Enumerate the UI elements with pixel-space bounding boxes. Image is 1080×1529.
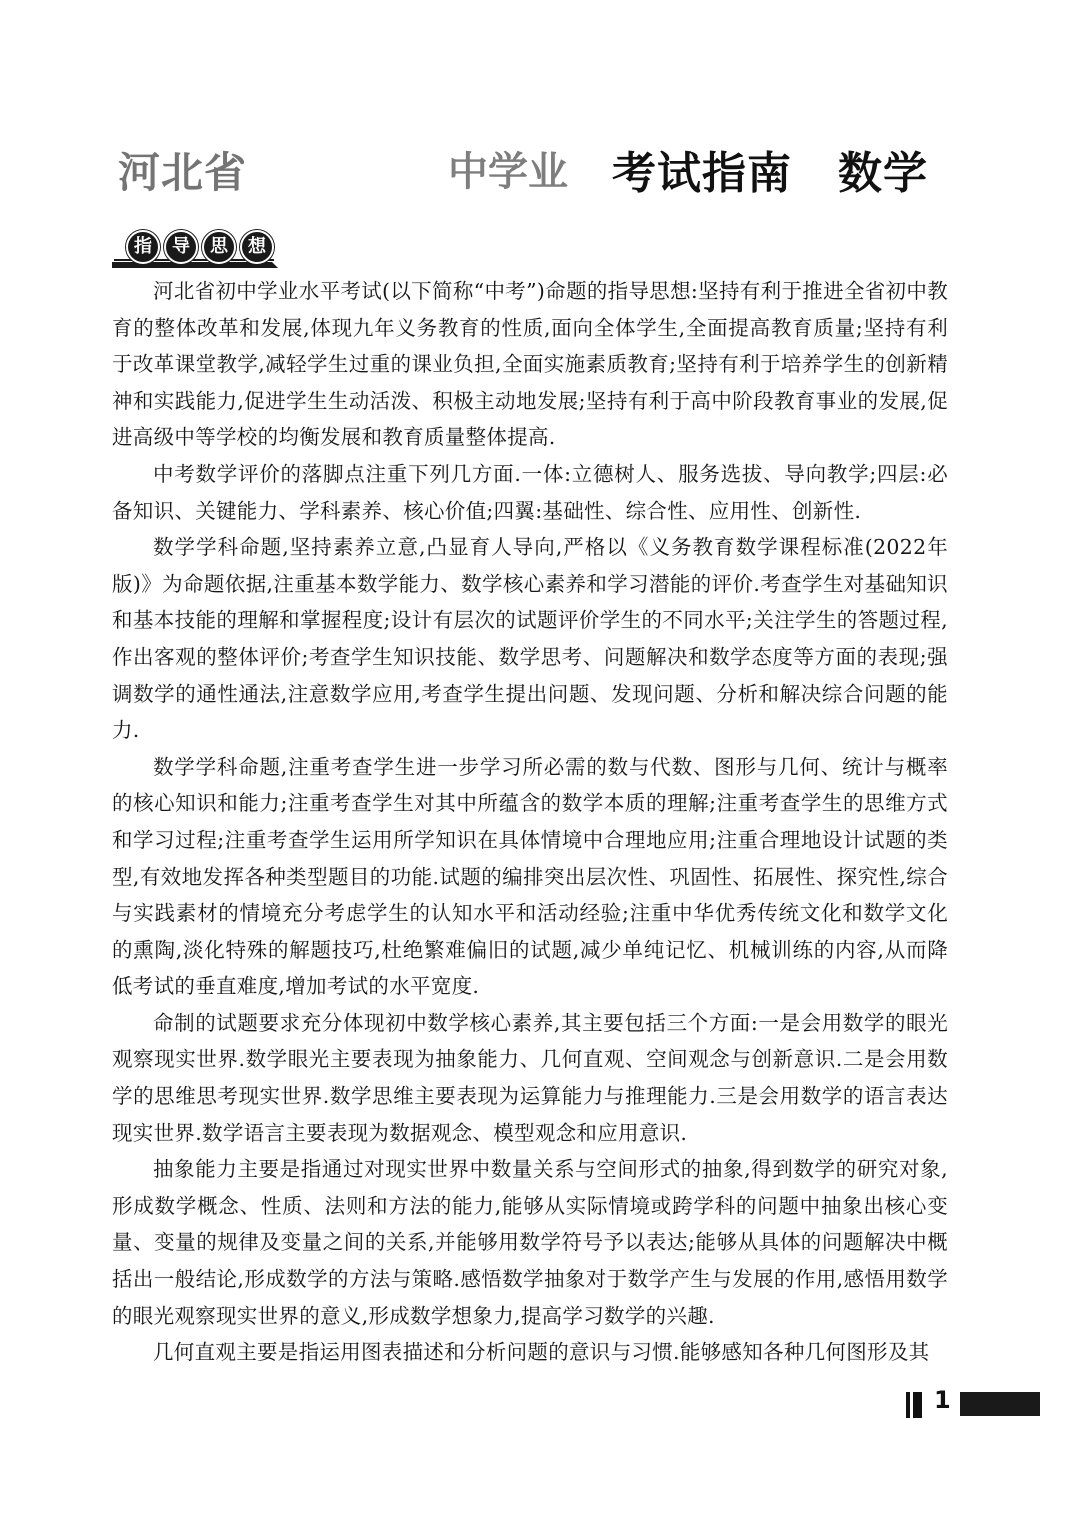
section-tag-char: 导 — [164, 230, 198, 264]
header-mid-text: 中学业 — [448, 149, 568, 195]
section-tag-char: 想 — [240, 230, 274, 264]
section-tag-char: 思 — [202, 230, 236, 264]
section-tag-chars — [126, 230, 274, 264]
footer-block — [960, 1392, 1040, 1416]
paragraph: 命制的试题要求充分体现初中数学核心素养,其主要包括三个方面:一是会用数学的眼光观察现实世界.数学眼光主要表现为抽象能力、几何直观、空间观念与创新意识.二是会用数学的思维思考现实世界.数学思维主要表现为运算能力与推理能力.三是会用数学的语言表达现实世界.数学语言主要表现为数据观念、模型观念和应用意识. — [112, 1010, 948, 1145]
paragraph: 数学学科命题,坚持素养立意,凸显育人导向,严格以《义务教育数学课程标准(2022年版)》为命题依据,注重基本数学能力、数学核心素养和学习潜能的评价.考查学生对基础知识和基本技能的理解和掌握程度;设计有层次的试题评价学生的不同水平;关注学生的答题过程,作出客观的整体评价;考查学生知识技能、数学思考、问题解决和数学态度等方面的表现;强调数学的通性通法,注意数学应用,考查学生提出问题、发现问题、分析和解决综合问题的能力. — [112, 535, 948, 743]
paragraph: 抽象能力主要是指通过对现实世界中数量关系与空间形式的抽象,得到数学的研究对象,形成数学概念、性质、法则和方法的能力,能够从实际情境或跨学科的问题中抽象出核心变量、变量的规律及变量之间的关系,并能够用数学符号予以表达;能够从具体的问题解决中概括出一般结论,形成数学的方法与策略.感悟数学抽象对于数学产生与发展的作用,感悟用数学的眼光观察现实世界的意义,形成数学想象力,提高学习数学的兴趣. — [112, 1157, 948, 1328]
page-footer — [0, 1380, 1080, 1440]
section-tag — [112, 226, 282, 268]
title-text: 考试指南 — [612, 148, 792, 199]
header-left-text: 河北省 — [118, 148, 248, 197]
page-header — [0, 0, 1080, 200]
subject-text: 数学 — [838, 148, 928, 199]
paragraph: 数学学科命题,注重考查学生进一步学习所必需的数与代数、图形与几何、统计与概率的核心知识和能力;注重考查学生对其中所蕴含的数学本质的理解;注重考查学生的思维方式和学习过程;注重考查学生运用所学知识在具体情境中合理地应用;注重合理地设计试题的类型,有效地发挥各种类型题目的功能.试题的编排突出层次性、巩固性、拓展性、探究性,综合与实践素材的情境充分考虑学生的认知水平和活动经验;注重中华优秀传统文化和数学文化的熏陶,淡化特殊的解题技巧,杜绝繁难偏旧的试题,减少单纯记忆、机械训练的内容,从而降低考试的垂直难度,增加考试的水平宽度. — [112, 754, 948, 999]
paragraph: 河北省初中学业水平考试(以下简称“中考”)命题的指导思想:坚持有利于推进全省初中教育的整体改革和发展,体现九年义务教育的性质,面向全体学生,全面提高教育质量;坚持有利于改革课堂教学,减轻学生过重的课业负担,全面实施素质教育;坚持有利于培养学生的创新精神和实践能力,促进学生生动活泼、积极主动地发展;坚持有利于高中阶段教育事业的发展,促进高级中等学校的均衡发展和教育质量整体提高. — [112, 279, 948, 450]
paragraph: 中考数学评价的落脚点注重下列几方面.一体:立德树人、服务选拔、导向教学;四层:必备知识、关键能力、学科素养、核心价值;四翼:基础性、综合性、应用性、创新性. — [112, 461, 948, 523]
paragraph: 几何直观主要是指运用图表描述和分析问题的意识与习惯.能够感知各种几何图形及其 — [153, 1340, 930, 1365]
section-tag-char: 指 — [126, 230, 160, 264]
footer-bars — [906, 1392, 924, 1418]
page-number: 1 — [934, 1386, 951, 1414]
page-title — [612, 137, 928, 201]
body-text — [112, 273, 948, 1371]
